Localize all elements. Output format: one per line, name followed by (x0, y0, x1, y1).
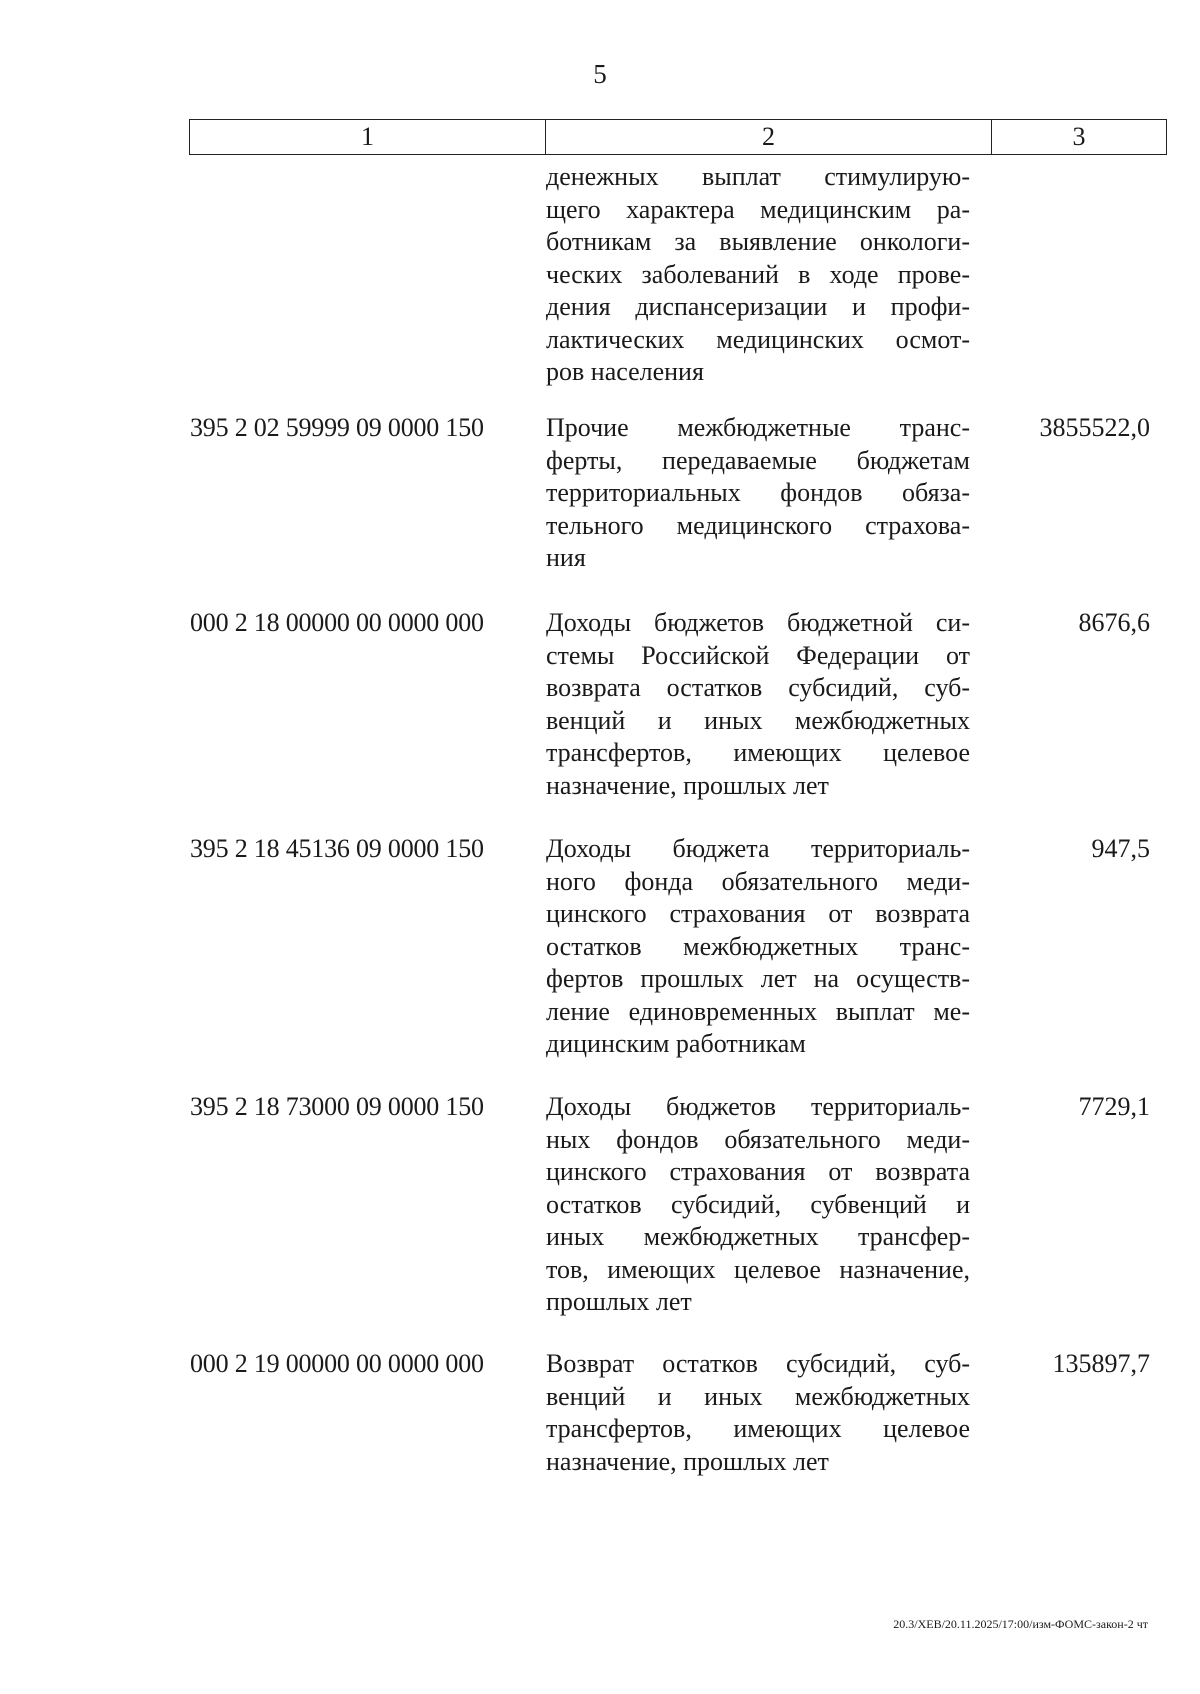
description-line: денежных выплат стимулирую- (546, 162, 970, 191)
description-line: лактических медицинских осмот- (546, 324, 970, 354)
amount-value: 8676,6 (1078, 608, 1150, 637)
description-line: ных фондов обязательного меди- (546, 1124, 970, 1154)
description-line: ческих заболеваний в ходе прове- (546, 259, 970, 289)
budget-code: 000 2 18 00000 00 0000 000 (190, 608, 484, 637)
budget-code: 000 2 19 00000 00 0000 000 (190, 1349, 484, 1378)
amount-value: 3855522,0 (1039, 413, 1150, 442)
description-line: дения диспансеризации и профи- (546, 292, 970, 321)
description-line: назначение, прошлых лет (546, 1446, 829, 1476)
row-description (546, 833, 970, 1061)
description-line: остатков субсидий, субвенций и (546, 1189, 970, 1219)
description-line: стемы Российской Федерации от (546, 640, 970, 670)
budget-code: 395 2 18 45136 09 0000 150 (190, 834, 484, 863)
description-line: фертов прошлых лет на осуществ- (546, 964, 970, 993)
description-line: возврата остатков субсидий, суб- (546, 673, 970, 702)
table-header-col-1: 1 (190, 120, 546, 154)
table-header-col-2: 2 (546, 120, 992, 154)
description-line: ния (546, 543, 586, 572)
description-line: назначение, прошлых лет (546, 770, 829, 800)
row-description (546, 412, 970, 575)
description-line: венций и иных межбюджетных (546, 705, 970, 735)
description-line: ботникам за выявление онкологи- (546, 227, 970, 256)
description-line: ного фонда обязательного меди- (546, 866, 970, 896)
description-line: остатков межбюджетных транс- (546, 931, 970, 961)
description-line: дицинским работникам (546, 1029, 806, 1058)
description-line: трансфертов, имеющих целевое (546, 1414, 970, 1443)
description-line: щего характера медицинским ра- (546, 194, 970, 224)
budget-code: 395 2 02 59999 09 0000 150 (190, 413, 484, 442)
budget-code: 395 2 18 73000 09 0000 150 (190, 1092, 484, 1121)
description-line: ров населения (546, 357, 704, 386)
description-line: цинского страхования от возврата (546, 1157, 970, 1186)
continuation-description (546, 161, 970, 389)
row-description (546, 607, 970, 802)
description-line: прошлых лет (546, 1287, 692, 1316)
amount-value: 947,5 (1091, 834, 1150, 863)
amount-value: 135897,7 (1052, 1349, 1150, 1378)
table-header (189, 119, 1167, 155)
description-line: Прочие межбюджетные транс- (546, 413, 970, 442)
row-description (546, 1091, 970, 1319)
page-number: 5 (593, 59, 607, 89)
description-line: Возврат остатков субсидий, суб- (546, 1349, 970, 1378)
description-line: иных межбюджетных трансфер- (546, 1222, 970, 1251)
row-description (546, 1348, 970, 1478)
description-line: венций и иных межбюджетных (546, 1381, 970, 1411)
description-line: тельного медицинского страхова- (546, 510, 970, 540)
description-line: цинского страхования от возврата (546, 899, 970, 928)
description-line: трансфертов, имеющих целевое (546, 738, 970, 767)
description-line: Доходы бюджета территориаль- (546, 834, 970, 863)
amount-value: 7729,1 (1078, 1092, 1150, 1121)
description-line: Доходы бюджетов бюджетной си- (546, 608, 970, 637)
description-line: тов, имеющих целевое назначение, (546, 1254, 970, 1284)
description-line: ферты, передаваемые бюджетам (546, 445, 970, 475)
table-header-col-3: 3 (1072, 122, 1086, 151)
description-line: Доходы бюджетов территориаль- (546, 1092, 970, 1121)
document-footer-tag: 20.3/ХЕВ/20.11.2025/17:00/изм-ФОМС-закон-2 чт (893, 1617, 1148, 1631)
description-line: территориальных фондов обяза- (546, 478, 970, 507)
description-line: ление единовременных выплат ме- (546, 996, 970, 1026)
